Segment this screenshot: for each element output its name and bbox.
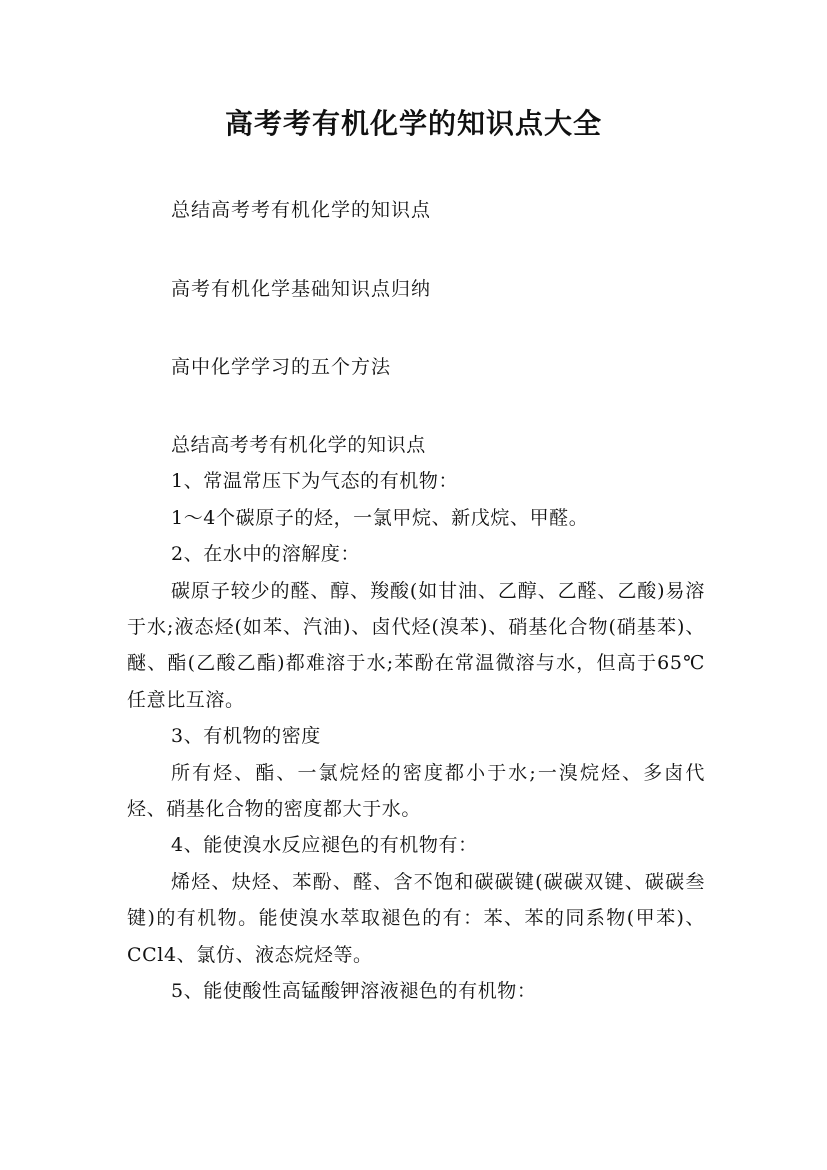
document-body (127, 427, 705, 1010)
toc-item: 高中化学学习的五个方法 (171, 356, 392, 378)
document-title: 高考考有机化学的知识点大全 (224, 107, 602, 140)
toc-item: 高考有机化学基础知识点归纳 (171, 278, 432, 300)
numbered-heading: 4、能使溴水反应褪色的有机物有： (171, 834, 478, 857)
numbered-heading: 3、有机物的密度 (171, 725, 321, 748)
numbered-heading: 1、常温常压下为气态的有机物： (171, 470, 459, 493)
body-paragraph: 碳原子较少的醛、醇、羧酸(如甘油、乙醇、乙醛、乙酸)易溶于水;液态烃(如苯、汽油)、卤代烃(溴苯)、硝基化合物(硝基苯)、醚、酯(乙酸乙酯)都难溶于水;苯酚在常温微溶与水，但高于65℃任意比互溶。 (127, 579, 705, 711)
numbered-heading: 2、在水中的溶解度： (171, 543, 361, 566)
body-paragraph: 所有烃、酯、一氯烷烃的密度都小于水;一溴烷烃、多卤代烃、硝基化合物的密度都大于水。 (127, 761, 705, 821)
body-paragraph: 1～4个碳原子的烃，一氯甲烷、新戊烷、甲醛。 (171, 506, 589, 529)
body-paragraph: 烯烃、炔烃、苯酚、醛、含不饱和碳碳键(碳碳双键、碳碳叁键)的有机物。能使溴水萃取褪色的有：苯、苯的同系物(甲苯)、CCl4、氯仿、液态烷烃等。 (127, 870, 705, 966)
toc-item: 总结高考考有机化学的知识点 (171, 199, 432, 221)
numbered-heading: 5、能使酸性高锰酸钾溶液褪色的有机物： (171, 980, 537, 1003)
section-heading: 总结高考考有机化学的知识点 (171, 434, 426, 456)
